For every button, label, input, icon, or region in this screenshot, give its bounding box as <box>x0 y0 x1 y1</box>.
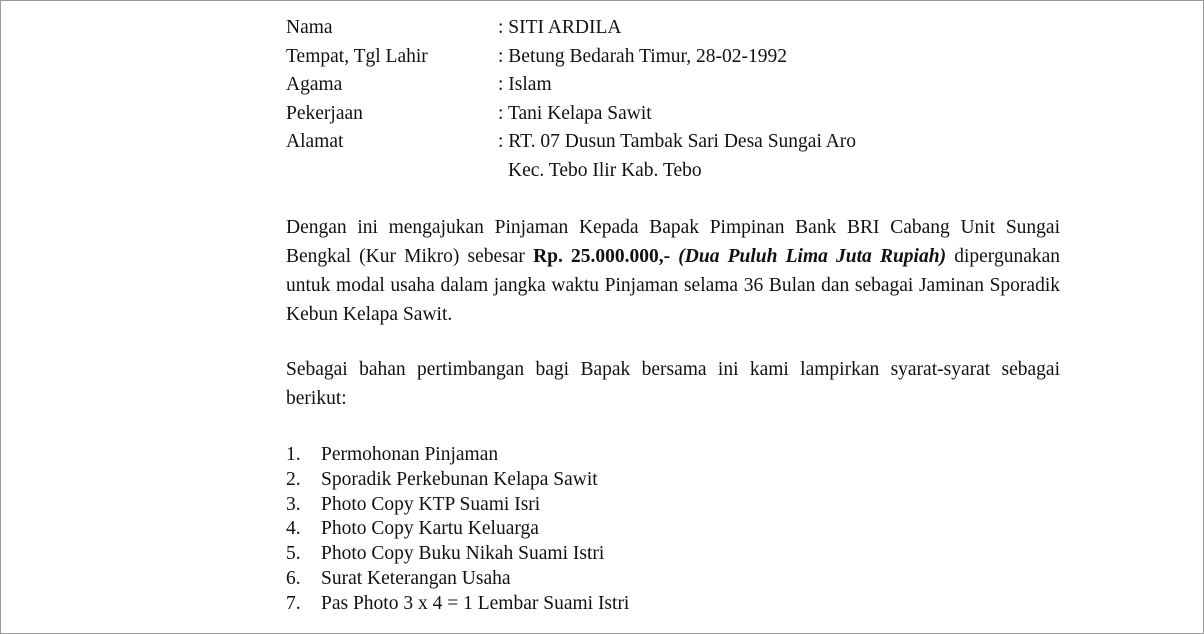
list-item-text: Surat Keterangan Usaha <box>321 567 511 589</box>
identity-row-religion <box>286 71 1060 100</box>
identity-row-address <box>286 128 1060 157</box>
identity-value: : Betung Bedarah Timur, 28-02-1992 <box>498 45 787 67</box>
identity-label: Pekerjaan <box>286 102 363 124</box>
letter-body <box>286 14 1061 614</box>
list-item <box>286 592 629 617</box>
list-item-text: Sporadik Perkebunan Kelapa Sawit <box>321 468 598 490</box>
identity-row-occupation <box>286 100 1060 129</box>
identity-label: Nama <box>286 17 333 38</box>
loan-request-text: Dengan ini mengajukan Pinjaman Kepada Bapak Pimpinan Bank BRI Cabang Unit Sungai Bengkal (Kur Mikro) sebesar <box>286 217 1060 267</box>
address-continuation: Kec. Tebo Ilir Kab. Tebo <box>508 159 702 181</box>
loan-request-paragraph <box>286 213 1060 329</box>
list-item-number: 6. <box>286 567 301 589</box>
loan-amount-words: (Dua Puluh Lima Juta Rupiah) <box>678 246 947 267</box>
loan-purpose-text: dipergunakan untuk modal usaha dalam jangka waktu Pinjaman selama 36 Bulan dan sebagai Jaminan Sporadik Kebun Kelapa Sawit. <box>286 246 1061 325</box>
list-item-number: 1. <box>286 444 301 465</box>
identity-row-address-continuation <box>286 157 1060 186</box>
attachment-intro-paragraph: Sebagai bahan pertimbangan bagi Bapak bersama ini kami lampirkan syarat-syarat sebagai berikut: <box>286 359 1060 409</box>
list-item-text: Photo Copy Kartu Keluarga <box>321 518 539 540</box>
list-item-number: 5. <box>286 543 301 565</box>
list-item-number: 4. <box>286 518 301 540</box>
identity-value: : Islam <box>498 74 552 95</box>
list-item-number: 7. <box>286 592 301 614</box>
identity-value: : RT. 07 Dusun Tambak Sari Desa Sungai Aro <box>498 131 856 152</box>
list-item-text: Permohonan Pinjaman <box>321 444 499 465</box>
identity-label: Agama <box>286 74 343 95</box>
list-item-number: 2. <box>286 468 301 490</box>
list-item-text: Photo Copy Buku Nikah Suami Istri <box>321 543 605 565</box>
list-item-text: Pas Photo 3 x 4 = 1 Lembar Suami Istri <box>321 592 630 614</box>
list-item-text: Photo Copy KTP Suami Isri <box>321 493 541 515</box>
identity-value: : Tani Kelapa Sawit <box>498 102 652 124</box>
identity-row-birth <box>286 43 1060 72</box>
identity-label-empty <box>286 157 498 186</box>
loan-amount: Rp. 25.000.000,- <box>533 246 671 267</box>
identity-label: Alamat <box>286 131 344 152</box>
identity-block <box>286 14 1060 185</box>
list-item <box>286 567 629 592</box>
list-item-number: 3. <box>286 493 301 515</box>
list-item <box>286 517 629 542</box>
list-item <box>286 493 629 518</box>
list-item <box>286 542 629 567</box>
identity-row-name <box>286 14 1060 43</box>
identity-label: Tempat, Tgl Lahir <box>286 45 428 67</box>
requirements-list <box>286 443 629 617</box>
identity-value: : SITI ARDILA <box>498 17 622 38</box>
list-item <box>286 443 629 468</box>
list-item <box>286 468 629 493</box>
